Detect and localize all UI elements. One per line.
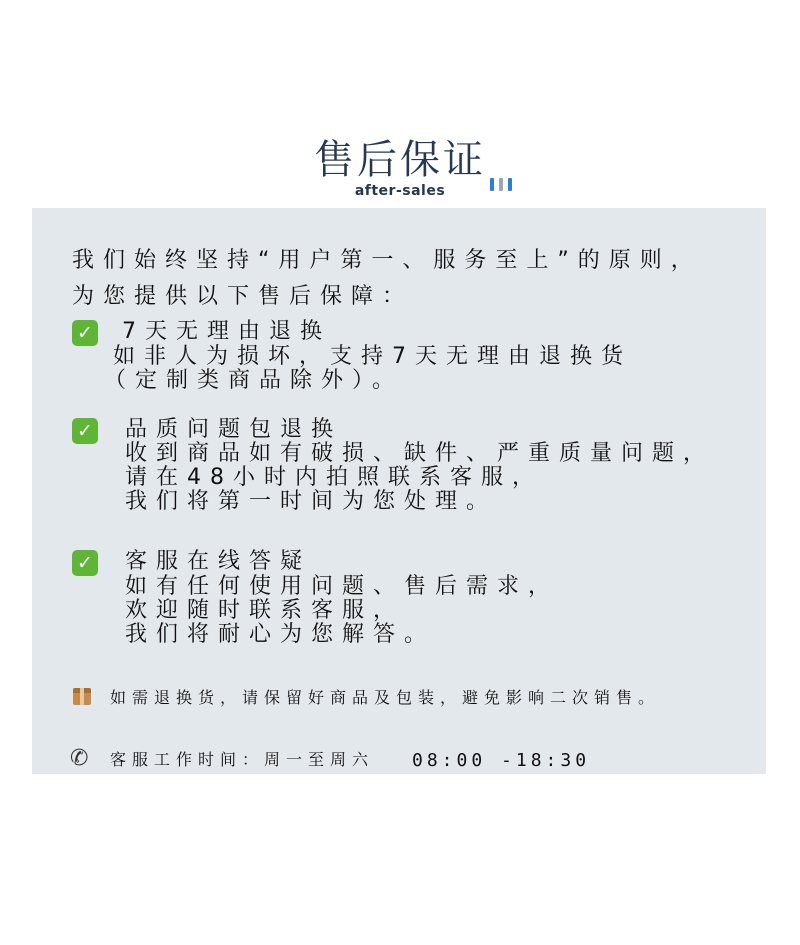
section-1-title: 7天无理由退换 <box>122 319 331 344</box>
section-3-title: 客服在线答疑 <box>125 549 312 574</box>
service-hours-time: 08:00 -18:30 <box>412 750 591 771</box>
section-3-line-1: 如有任何使用问题、售后需求， <box>125 574 560 599</box>
section-3-line-3: 我们将耐心为您解答。 <box>125 622 436 647</box>
section-1-line-2: （定制类商品除外）。 <box>104 368 404 393</box>
check-mark-icon: ✓ <box>72 550 98 576</box>
bar-1 <box>490 178 494 191</box>
bar-3 <box>508 178 512 191</box>
page-subtitle: after-sales <box>354 183 446 199</box>
page-title: 售后保证 <box>314 137 486 183</box>
section-2-line-2: 请在48小时内拍照联系客服， <box>125 465 543 490</box>
section-1-line-1: 如非人为损坏，支持7天无理由退换货 <box>113 344 632 369</box>
section-2-line-1: 收到商品如有破损、缺件、严重质量问题， <box>125 441 715 466</box>
service-hours-label: 客服工作时间：周一至周六 <box>110 750 375 769</box>
check-mark-icon: ✓ <box>72 418 98 444</box>
decorative-bars <box>490 178 514 194</box>
section-2-title: 品质问题包退换 <box>125 417 343 442</box>
intro-line-1: 我们始终坚持“用户第一、服务至上”的原则， <box>72 248 702 273</box>
check-mark-icon: ✓ <box>72 320 98 346</box>
section-3-line-2: 欢迎随时联系客服， <box>125 598 405 623</box>
package-icon <box>73 688 91 705</box>
intro-line-2: 为您提供以下售后保障： <box>72 284 414 309</box>
bar-2 <box>499 178 503 191</box>
section-2-line-3: 我们将第一时间为您处理。 <box>125 489 498 514</box>
package-note: 如需退换货，请保留好商品及包装，避免影响二次销售。 <box>110 688 661 707</box>
phone-icon: ✆ <box>70 746 89 771</box>
